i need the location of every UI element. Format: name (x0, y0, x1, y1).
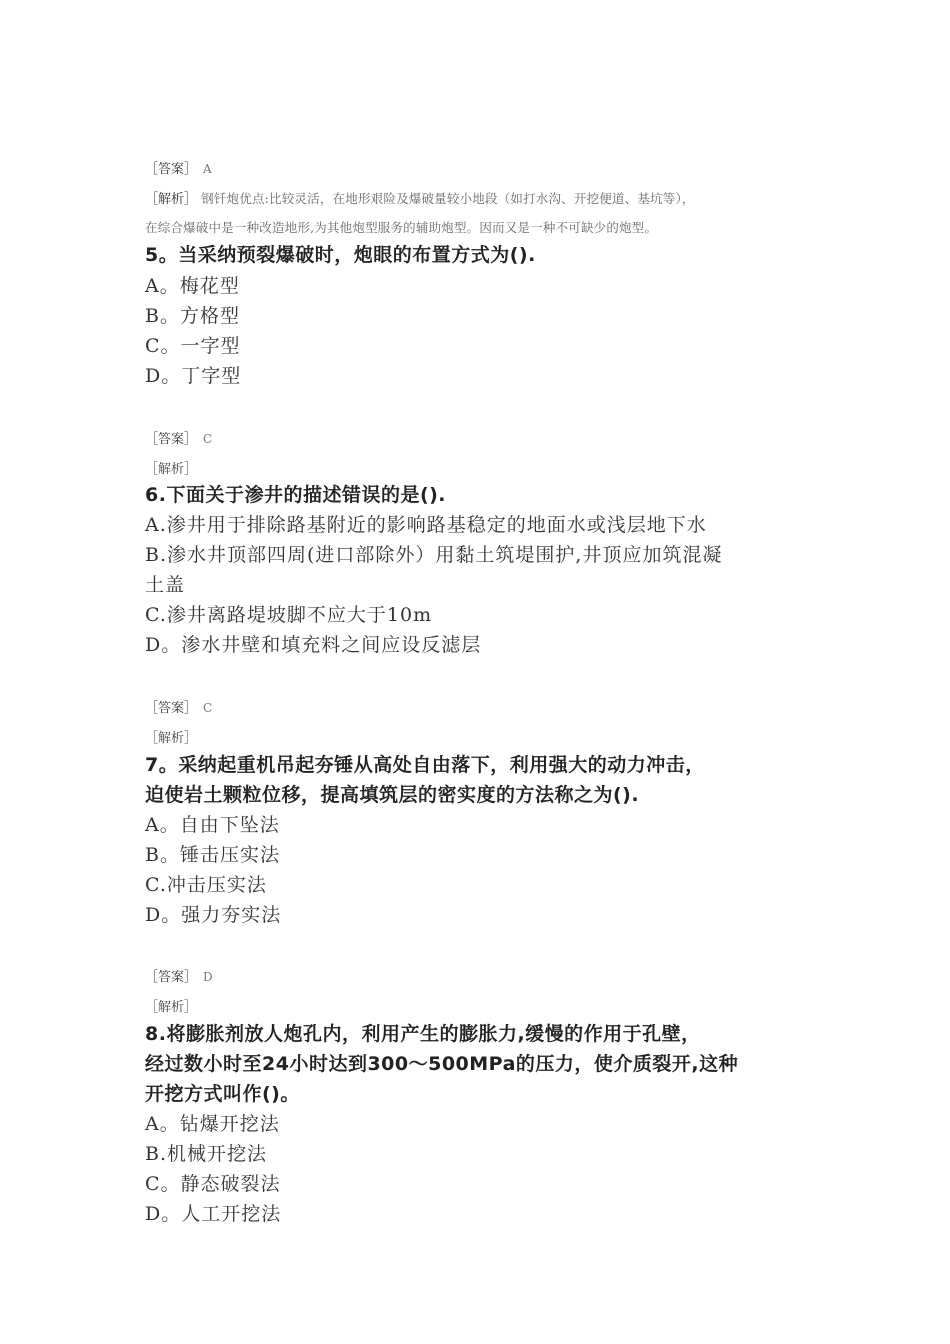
answer-label: ［答案］ (145, 970, 198, 985)
option-a: A。梅花型 (145, 275, 240, 297)
option-d: D。强力夯实法 (145, 904, 282, 926)
analysis-text: 钢钎炮优点:比较灵活，在地形艰险及爆破量较小地段（如打水沟、开挖便道、基坑等）， (201, 191, 695, 206)
question-8-line-3: 开挖方式叫作()。 (145, 1083, 300, 1105)
answer-value: D (203, 970, 213, 984)
option-c: C。静态破裂法 (145, 1173, 281, 1195)
analysis-label: ［解析］ (145, 731, 198, 746)
option-b: B。锤击压实法 (145, 844, 280, 866)
question-5: 5。当采纳预裂爆破时，炮眼的布置方式为(). (145, 244, 536, 266)
option-b: B.渗水井顶部四周(进口部除外）用黏土筑堤围护,井顶应加筑混凝 (145, 544, 723, 566)
answer-value: C (203, 701, 213, 715)
analysis-label: ［解析］ (145, 462, 198, 477)
option-b: B.机械开挖法 (145, 1143, 268, 1165)
option-d: D。丁字型 (145, 365, 242, 387)
answer-value: A (203, 162, 212, 176)
analysis-text-continued: 在综合爆破中是一种改造地形,为其他炮型服务的辅助炮型。因而又是一种不可缺少的炮型。 (145, 220, 658, 235)
answer-label: ［答案］ (145, 701, 198, 716)
option-c: C.渗井离路堤坡脚不应大于10m (145, 604, 433, 626)
option-d: D。渗水井壁和填充料之间应设反滤层 (145, 634, 482, 656)
question-8-line-2: 经过数小时至24小时达到300～500MPa的压力，使介质裂开,这种 (145, 1053, 739, 1075)
answer-line (145, 697, 212, 716)
question-6: 6.下面关于渗井的描述错误的是(). (145, 484, 447, 506)
analysis-label: ［解析］ (145, 1000, 198, 1015)
answer-value: C (203, 432, 213, 446)
option-b-continued: 土盖 (145, 574, 186, 596)
answer-label: ［答案］ (145, 162, 198, 177)
question-7-line-1: 7。采纳起重机吊起夯锤从高处自由落下，利用强大的动力冲击， (145, 754, 705, 776)
option-a: A。钻爆开挖法 (145, 1113, 280, 1135)
analysis-label: ［解析］ (145, 192, 198, 207)
question-8-line-1: 8.将膨胀剂放人炮孔内，利用产生的膨胀力,缓慢的作用于孔壁， (145, 1023, 701, 1045)
question-7-line-2: 迫使岩土颗粒位移，提高填筑层的密实度的方法称之为(). (145, 784, 640, 806)
option-c: C。一字型 (145, 335, 241, 357)
answer-label: ［答案］ (145, 432, 198, 447)
option-d: D。人工开挖法 (145, 1203, 282, 1225)
answer-line (145, 158, 212, 177)
option-b: B。方格型 (145, 305, 240, 327)
answer-line (145, 428, 212, 447)
answer-line (145, 966, 213, 985)
option-a: A。自由下坠法 (145, 814, 280, 836)
option-c: C.冲击压实法 (145, 874, 267, 896)
analysis-line (145, 188, 695, 207)
option-a: A.渗井用于排除路基附近的影响路基稳定的地面水或浅层地下水 (145, 514, 707, 536)
